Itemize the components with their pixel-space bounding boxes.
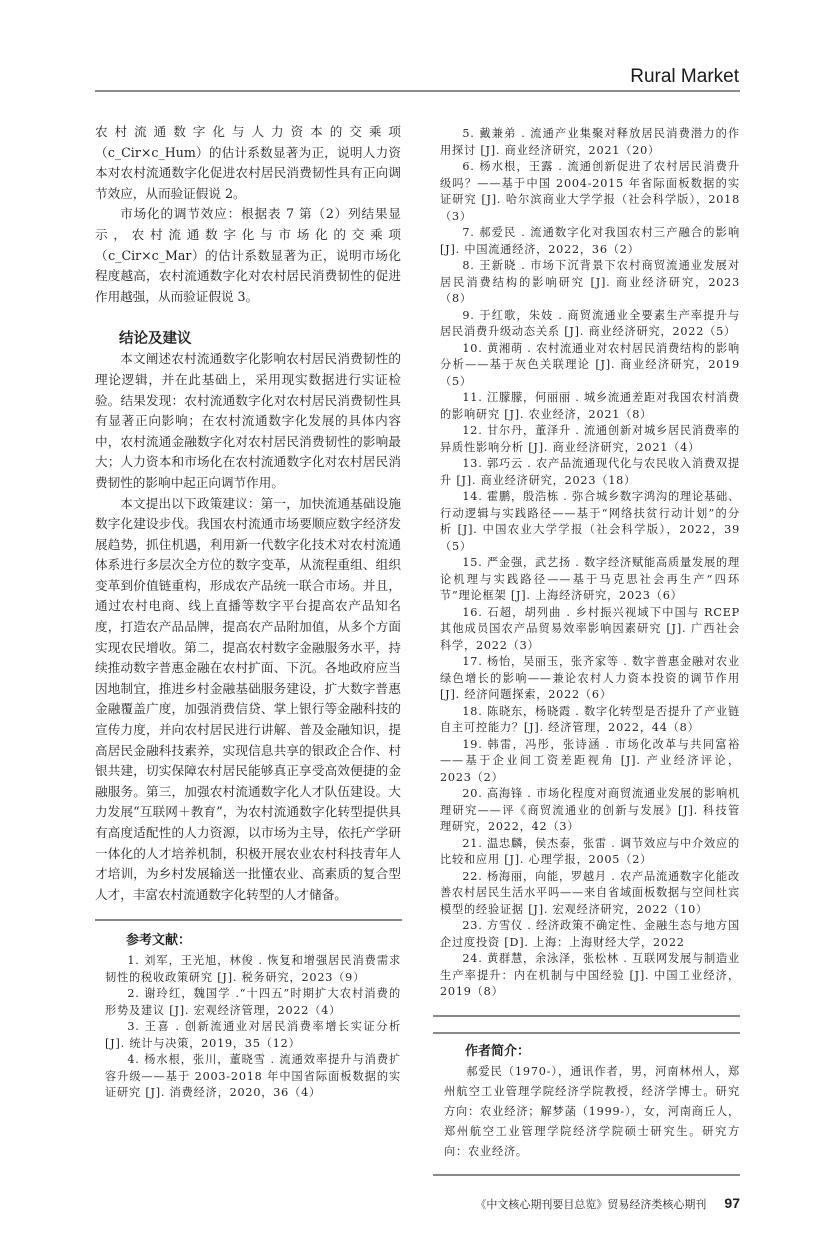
author-bio-heading: 作者简介：: [465, 1042, 531, 1058]
page-footer: [0, 1194, 740, 1214]
reference-item: 15. 严金强，武艺扬 . 数字经济赋能高质量发展的理论机理与实践路径——基于马克思社会再生产“四环节”理论框架 [J]. 上海经济研究，2023（6）: [440, 556, 740, 602]
body-paragraph: 农村流通数字化与人力资本的交乘项（c_Cir×c_Hum）的估计系数显著为正，说明人力资本对农村流通数字化促进农村居民消费韧性具有正向调节效应，从而验证假说 2。: [95, 124, 401, 201]
header-rule: [95, 90, 740, 92]
right-divider-bottom: [433, 1032, 740, 1034]
reference-item: 19. 韩雷，冯彤，张诗涵 . 市场化改革与共同富裕——基于企业间工资差距视角 [J]. 产业经济评论，2023（2）: [440, 737, 740, 784]
reference-item: 8. 王新晓 . 市场下沉背景下农村商贸流通业发展对居民消费结构的影响研究 [J]. 商业经济研究，2023（8）: [440, 259, 740, 305]
reference-item: 24. 黄群慧，余泳泽，张松林 . 互联网发展与制造业生产率提升：内在机制与中国经验 [J]. 中国工业经济，2019（8）: [440, 952, 740, 998]
reference-item: 11. 江朦朦，何丽丽 . 城乡流通差距对我国农村消费的影响研究 [J]. 农业经济，2021（8）: [440, 391, 740, 421]
reference-item: 1. 刘军，王光旭，林俊 . 恢复和增强居民消费需求韧性的税收政策研究 [J]. 税务研究，2023（9）: [105, 954, 401, 984]
reference-item: 5. 戴兼弟 . 流通产业集聚对释放居民消费潜力的作用探讨 [J]. 商业经济研究，2021（20）: [440, 127, 740, 157]
reference-item: 17. 杨怡，吴丽玉，张齐家等 . 数字普惠金融对农业绿色增长的影响——兼论农村人力资本投资的调节作用 [J]. 经济问题探索，2022（6）: [440, 655, 740, 701]
references-heading: 参考文献：: [126, 932, 192, 948]
reference-item: 7. 郝爱民 . 流通数字化对我国农村三产融合的影响 [J]. 中国流通经济，2022，36（2）: [440, 226, 740, 256]
reference-item: 12. 甘尔丹，董泽升 . 流通创新对城乡居民消费率的异质性影响分析 [J]. 商业经济研究，2021（4）: [440, 424, 740, 454]
reference-item: 21. 温忠麟，侯杰泰，张雷 . 调节效应与中介效应的比较和应用 [J]. 心理学报，2005（2）: [440, 836, 740, 866]
reference-item: 4. 杨水根，张川，董晓雪 . 流通效率提升与消费扩容升级——基于 2003-2018 年中国省际面板数据的实证研究 [J]. 消费经济，2020，36（4）: [105, 1053, 401, 1100]
reference-item: 22. 杨海丽，向能，罗越月 . 农产品流通数字化能改善农村居民生活水平吗——来自省域面板数据与空间杜宾模型的经验证据 [J]. 宏观经济研究，2022（10）: [440, 869, 740, 916]
references-list-left: [105, 953, 401, 1102]
reference-item: 10. 黄湘萌 . 农村流通业对农村居民消费结构的影响分析——基于灰色关联理论 [J]. 商业经济研究，2019（5）: [440, 341, 740, 388]
reference-item: 2. 谢玲红，魏国学 .“十四五”时期扩大农村消费的形势及建议 [J]. 宏观经济管理，2022（4）: [105, 987, 401, 1017]
reference-item: 23. 方雪仪 . 经济政策不确定性、金融生态与地方国企过度投资 [D]. 上海：上海财经大学，2022: [440, 919, 740, 949]
reference-item: 14. 霍鹏，殷浩栋 . 弥合城乡数字鸿沟的理论基础、行动逻辑与实践路径——基于“网络扶贫行动计划”的分析 [J]. 中国农业大学学报（社会科学版），2022，39（5）: [440, 490, 740, 553]
reference-item: 9. 于红歌，朱妓 . 商贸流通业全要素生产率提升与居民消费升级动态关系 [J]. 商业经济研究，2022（5）: [440, 308, 740, 338]
reference-item: 16. 石超，胡列曲 . 乡村振兴视域下中国与 RCEP 其他成员国农产品贸易效率影响因素研究 [J]. 广西社会科学，2022（3）: [440, 605, 740, 652]
page-number: 97: [724, 1194, 740, 1211]
reference-item: 20. 高海锋 . 市场化程度对商贸流通业发展的影响机理研究——评《商贸流通业的创新与发展》[J]. 科技管理研究，2022，42（3）: [440, 787, 740, 833]
right-column: [433, 122, 740, 1176]
body-paragraph: 本文阐述农村流通数字化影响农村居民消费韧性的理论逻辑，并在此基础上，采用现实数据进行实证检验。结果发现：农村流通数字化对农村居民消费韧性具有显著正向影响；在农村流通数字化发展的具体内容中，农村流通金融数字化对农村居民消费韧性的影响最大；人力资本和市场化在农村流通数字化对农村居民消费韧性的影响中起正向调节作用。: [95, 351, 401, 490]
left-column: [95, 122, 401, 1102]
reference-item: 18. 陈晓东，杨晓霞 . 数字化转型是否提升了产业链自主可控能力？[J]. 经济管理，2022，44（8）: [440, 704, 740, 734]
two-column-layout: [0, 122, 827, 1176]
right-divider-top: [433, 1015, 740, 1017]
reference-item: 6. 杨水根，王露 . 流通创新促进了农村居民消费升级吗？——基于中国 2004-2015 年省际面板数据的实证研究 [J]. 哈尔滨商业大学学报（社会科学版），2018（3）: [440, 160, 740, 223]
author-bio-text: 郝爱民（1970-），通讯作者，男，河南林州人，郑州航空工业管理学院经济学院教授，经济学博士。研究方向：农业经济；解梦菡（1999-），女，河南商丘人，郑州航空工业管理学院经济学院硕士研究生。研究方向：农业经济。: [444, 1064, 740, 1158]
author-bottom-rule: [433, 1174, 740, 1176]
reference-item: 13. 郭巧云 . 农产品流通现代化与农民收入消费双提升 [J]. 商业经济研究，2023（18）: [440, 457, 740, 487]
body-paragraph: 市场化的调节效应：根据表 7 第（2）列结果显示，农村流通数字化与市场化的交乘项（c_Cir×c_Mar）的估计系数显著为正，说明市场化程度越高，农村流通数字化对农村居民消费韧性的促进作用越强，从而验证假说 3。: [95, 206, 401, 304]
left-divider: [95, 919, 402, 921]
section-heading: 结论及建议: [119, 331, 192, 348]
footer-journal-note: 《中文核心期刊要目总览》贸易经济类核心期刊: [475, 1198, 707, 1211]
references-list-right: [433, 122, 740, 1001]
reference-item: 3. 王喜 . 创新流通业对居民消费率增长实证分析 [J]. 统计与决策，2019，35（12）: [105, 1020, 401, 1050]
body-paragraph: 本文提出以下政策建议：第一，加快流通基础设施数字化建设步伐。我国农村流通市场要顺应数字经济发展趋势，抓住机遇，利用新一代数字化技术对农村流通体系进行多层次全方位的数字变革，从流程重组、组织变革到价值链重构，形成农产品统一联合市场。并且，通过农村电商、线上直播等数字平台提高农产品知名度，打造农产品品牌，提高农产品附加值，从多个方面实现农民增收。第二，提高农村数字金融服务水平，持续推动数字普惠金融在农村扩面、下沉。各地政府应当因地制宜，推进乡村金融基础服务建设，扩大数字普惠金融覆盖广度，加强消费信贷、掌上银行等金融科技的宣传力度，并向农村居民进行讲解、普及金融知识，提高居民金融科技素养，实现信息共享的银政企合作、村银共建，切实保障农村居民能够真正享受高效便捷的金融服务。第三，加强农村流通数字化人才队伍建设。大力发展“互联网＋教育”，为农村流通数字化转型提供具有高度适配性的人力资源，以市场为主导，依托产学研一体化的人才培养机制，积极开展农业农村科技青年人才培训，为乡村发展输送一批懂农业、高素质的复合型人才，丰富农村流通数字化转型的人才储备。: [95, 495, 401, 902]
running-header-title: Rural Market: [630, 66, 739, 87]
running-header: [0, 0, 827, 92]
